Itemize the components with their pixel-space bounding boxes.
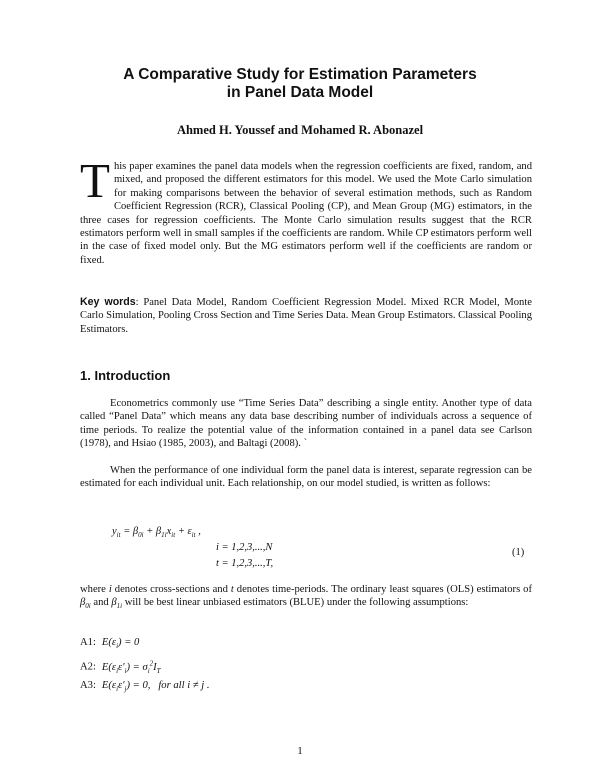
equation-index-i: i = 1,2,3,...,N: [216, 542, 273, 553]
beta-1i-symbol: $\beta_{1i}$: [111, 597, 123, 611]
keywords-label: Key words: [80, 296, 136, 308]
authors: Ahmed H. Youssef and Mohamed R. Abonazel: [176, 123, 424, 137]
equation-main: $y_{it} = \beta_{0i} + \beta_{1i}x_{it} + \varepsilon_{it}$ ,: [112, 526, 201, 540]
assumption-a1: A1: $E(\varepsilon_i) = 0$: [80, 637, 140, 651]
beta-0i-symbol: $\beta_{0i}$: [80, 597, 91, 611]
para1-text: Econometrics commonly use “Time Series Data” describing a single entity. Another type of data called “Panel Data” which means any data base describing number of individuals across a sequence of time periods. To realize the potential value of the information contained in a panel data see Carlson (1978), and Hsiao (1985, 2003), and Baltagi (2008). `: [80, 398, 532, 450]
assumption-a2: A2: $E(\varepsilon_i\varepsilon'_i) = \sigma_i^2I_T$: [80, 659, 161, 675]
equation-number: (1): [512, 547, 525, 558]
page-number: 1: [297, 745, 303, 757]
para2-text: When the performance of one individual form the panel data is interest, separate regression can be estimated for each individual unit. Each relationship, on our model studied, is written as follows:: [80, 465, 532, 490]
paper-title: [0, 66, 600, 102]
title-line-2: in Panel Data Model: [226, 84, 374, 101]
intro-paragraph-2: [80, 464, 532, 491]
keywords: [80, 296, 532, 336]
equation-index-t: t = 1,2,3,...,T,: [216, 558, 274, 569]
abstract-dropcap: T: [80, 153, 110, 208]
intro-paragraph-3: where i denotes cross-sections and t denotes time-periods. The ordinary least squares (OLS) estimators of $\beta_{0i}$ and $\beta_{1i}$ will be best linear unbiased estimators (BLUE) under the following assumptions:: [80, 584, 533, 611]
title-line-1: A Comparative Study for Estimation Parameters: [123, 66, 477, 83]
intro-paragraph-1: [80, 397, 532, 451]
assumption-a3: A3: $E(\varepsilon_i\varepsilon'_j) = 0$, for all i ≠ j .: [80, 680, 210, 694]
section-title: 1. Introduction: [80, 368, 171, 383]
abstract: [80, 153, 532, 267]
keywords-text: : Panel Data Model, Random Coefficient Regression Model. Mixed RCR Model, Monte Carlo Simulation, Pooling Cross Section and Time Series Data. Mean Group Estimators. Classical Pooling Estimators.: [80, 297, 532, 335]
abstract-text: his paper examines the panel data models when the regression coefficients are fixed, random, and mixed, and proposed the different estimators for this model. We used the Mote Carlo simulation for making comparisons between the behavior of several estimation methods, such as Random Coefficient Regression (RCR), Classical Pooling (CP), and Mean Group (MG) estimators, in the three cases for regression coefficients. The Monte Carlo simulation results suggest that the RCR estimators perform well in small samples if the coefficients are random. While CP estimators perform well in the case of fixed model only. But the MG estimators perform well if the coefficients are random or fixed.: [80, 161, 532, 266]
